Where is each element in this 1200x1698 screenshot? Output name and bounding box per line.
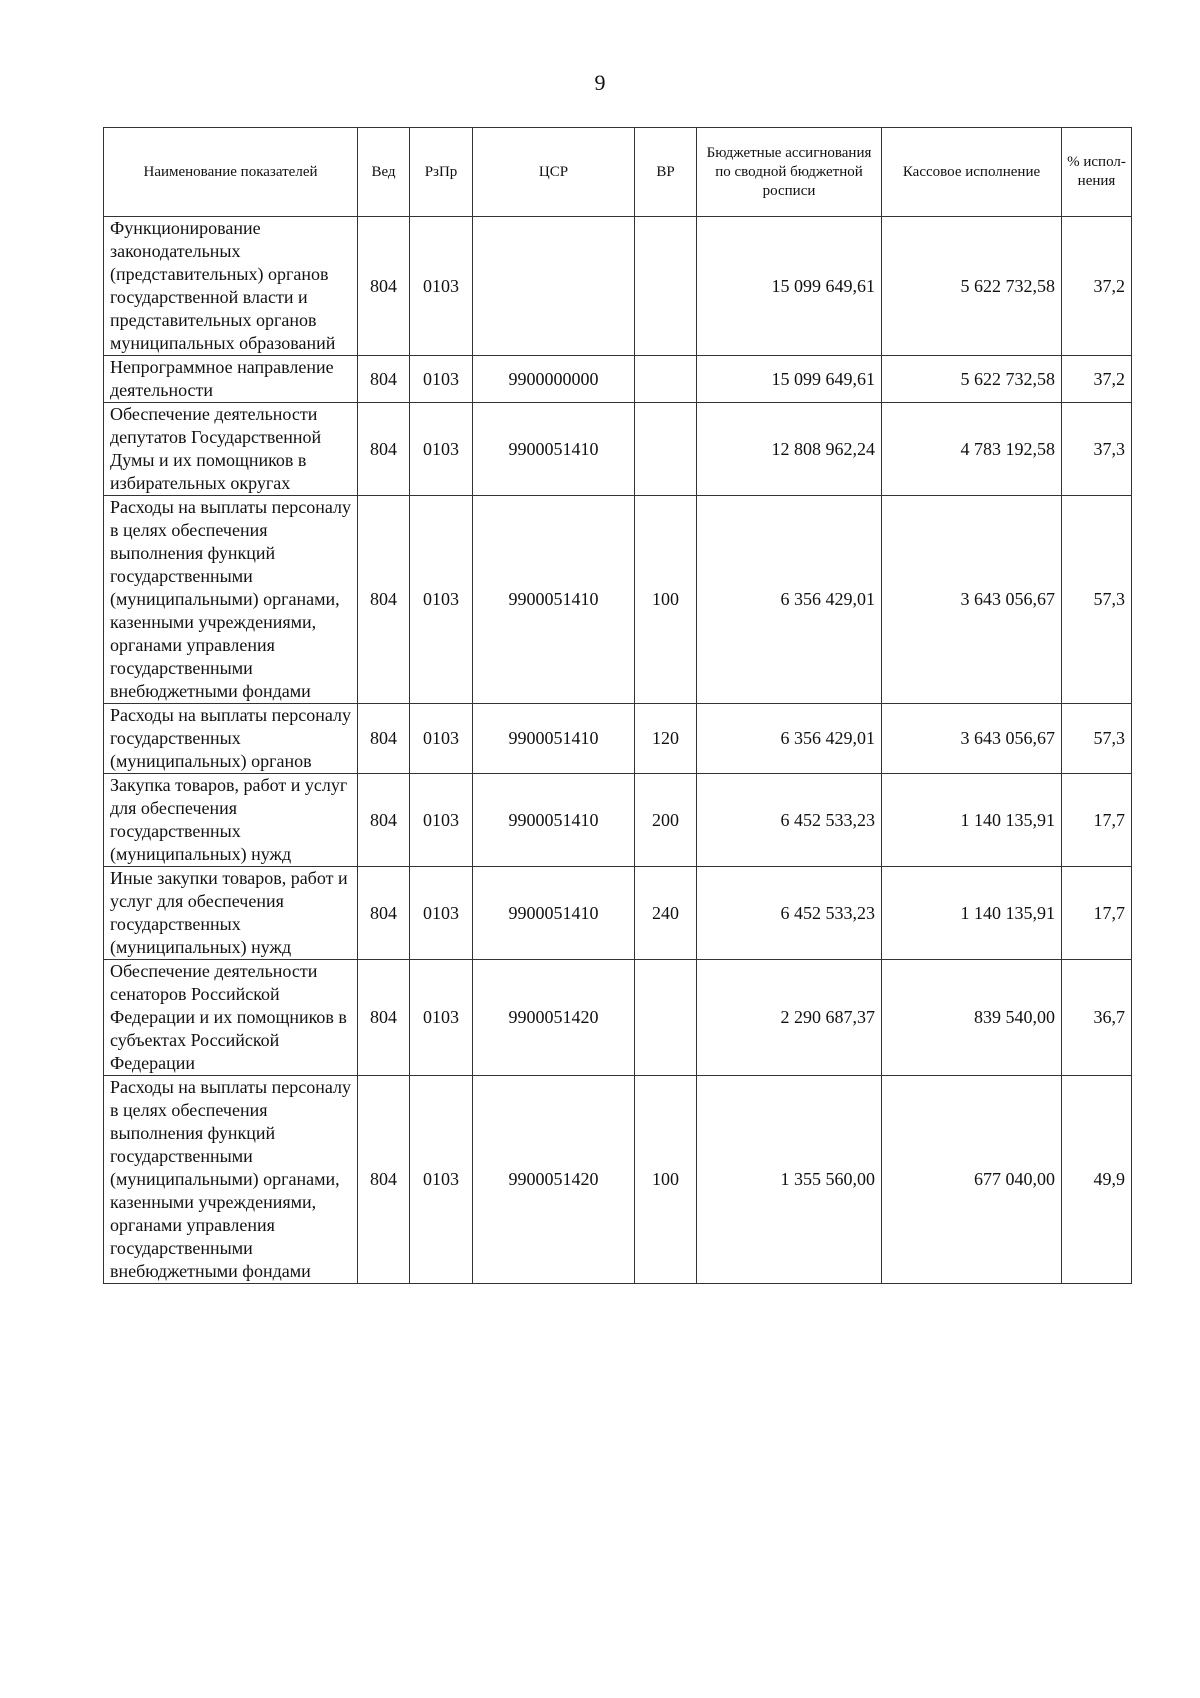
row-cash: 5 622 732,58 (882, 217, 1062, 356)
row-vr (635, 217, 697, 356)
row-csr (473, 217, 635, 356)
row-ved: 804 (358, 960, 410, 1076)
row-vr: 240 (635, 867, 697, 960)
row-vr: 200 (635, 774, 697, 867)
table-row (104, 867, 1132, 960)
row-budget: 15 099 649,61 (697, 217, 882, 356)
row-ved: 804 (358, 1076, 410, 1284)
row-vr: 100 (635, 496, 697, 704)
row-rzpr: 0103 (410, 356, 473, 403)
page-number: 9 (594, 70, 606, 95)
row-csr: 9900000000 (473, 356, 635, 403)
row-cash: 3 643 056,67 (882, 496, 1062, 704)
row-percent: 37,2 (1062, 217, 1132, 356)
row-rzpr: 0103 (410, 403, 473, 496)
row-budget: 6 356 429,01 (697, 496, 882, 704)
row-ved: 804 (358, 867, 410, 960)
row-csr: 9900051420 (473, 1076, 635, 1284)
row-rzpr: 0103 (410, 1076, 473, 1284)
row-name: Обеспечение деятельности сенаторов Российской Федерации и их помощников в субъектах Российской Федерации (104, 960, 358, 1076)
table-row (104, 1076, 1132, 1284)
header-ved: Вед (358, 128, 410, 217)
row-cash: 4 783 192,58 (882, 403, 1062, 496)
row-csr: 9900051420 (473, 960, 635, 1076)
row-rzpr: 0103 (410, 217, 473, 356)
row-name: Расходы на выплаты персоналу государственных (муниципальных) органов (104, 704, 358, 774)
row-ved: 804 (358, 356, 410, 403)
header-budget: Бюджетные ассигнования по сводной бюджетной росписи (697, 128, 882, 217)
row-budget: 2 290 687,37 (697, 960, 882, 1076)
row-budget: 1 355 560,00 (697, 1076, 882, 1284)
table-row (104, 356, 1132, 403)
row-rzpr: 0103 (410, 774, 473, 867)
row-ved: 804 (358, 704, 410, 774)
row-percent: 36,7 (1062, 960, 1132, 1076)
row-name: Расходы на выплаты персоналу в целях обеспечения выполнения функций государственными (муниципальными) органами, казенными учреждениями, органами управления государственными внебюджетными фондами (104, 496, 358, 704)
row-percent: 17,7 (1062, 867, 1132, 960)
header-percent: % испол-нения (1062, 128, 1132, 217)
row-rzpr: 0103 (410, 867, 473, 960)
row-name: Иные закупки товаров, работ и услуг для обеспечения государственных (муниципальных) нужд (104, 867, 358, 960)
row-cash: 3 643 056,67 (882, 704, 1062, 774)
row-ved: 804 (358, 217, 410, 356)
row-rzpr: 0103 (410, 496, 473, 704)
row-cash: 5 622 732,58 (882, 356, 1062, 403)
row-name: Непрограммное направление деятельности (104, 356, 358, 403)
header-rzpr: РзПр (410, 128, 473, 217)
row-budget: 6 356 429,01 (697, 704, 882, 774)
row-vr (635, 356, 697, 403)
row-name: Закупка товаров, работ и услуг для обеспечения государственных (муниципальных) нужд (104, 774, 358, 867)
row-percent: 57,3 (1062, 704, 1132, 774)
header-csr: ЦСР (473, 128, 635, 217)
row-ved: 804 (358, 774, 410, 867)
row-name: Функционирование законодательных (представительных) органов государственной власти и представительных органов муниципальных образований (104, 217, 358, 356)
row-ved: 804 (358, 496, 410, 704)
row-percent: 49,9 (1062, 1076, 1132, 1284)
row-cash: 839 540,00 (882, 960, 1062, 1076)
row-percent: 37,2 (1062, 356, 1132, 403)
table-row (104, 403, 1132, 496)
table-row (104, 704, 1132, 774)
row-csr: 9900051410 (473, 867, 635, 960)
budget-table (103, 127, 1132, 1284)
row-budget: 15 099 649,61 (697, 356, 882, 403)
row-name: Расходы на выплаты персоналу в целях обеспечения выполнения функций государственными (муниципальными) органами, казенными учреждениями, органами управления государственными внебюджетными фондами (104, 1076, 358, 1284)
row-percent: 57,3 (1062, 496, 1132, 704)
row-cash: 1 140 135,91 (882, 867, 1062, 960)
row-vr (635, 403, 697, 496)
header-cash: Кассовое исполнение (882, 128, 1062, 217)
table-row (104, 217, 1132, 356)
header-vr: ВР (635, 128, 697, 217)
row-rzpr: 0103 (410, 960, 473, 1076)
row-percent: 17,7 (1062, 774, 1132, 867)
table-row (104, 960, 1132, 1076)
row-budget: 12 808 962,24 (697, 403, 882, 496)
row-ved: 804 (358, 403, 410, 496)
row-budget: 6 452 533,23 (697, 774, 882, 867)
row-csr: 9900051410 (473, 496, 635, 704)
row-vr: 100 (635, 1076, 697, 1284)
row-rzpr: 0103 (410, 704, 473, 774)
row-budget: 6 452 533,23 (697, 867, 882, 960)
row-vr: 120 (635, 704, 697, 774)
row-cash: 677 040,00 (882, 1076, 1062, 1284)
header-row (104, 128, 1132, 217)
row-name: Обеспечение деятельности депутатов Государственной Думы и их помощников в избирательных округах (104, 403, 358, 496)
header-name: Наименование показателей (104, 128, 358, 217)
row-csr: 9900051410 (473, 403, 635, 496)
table-row (104, 496, 1132, 704)
row-csr: 9900051410 (473, 704, 635, 774)
row-percent: 37,3 (1062, 403, 1132, 496)
table-row (104, 774, 1132, 867)
row-vr (635, 960, 697, 1076)
row-csr: 9900051410 (473, 774, 635, 867)
row-cash: 1 140 135,91 (882, 774, 1062, 867)
